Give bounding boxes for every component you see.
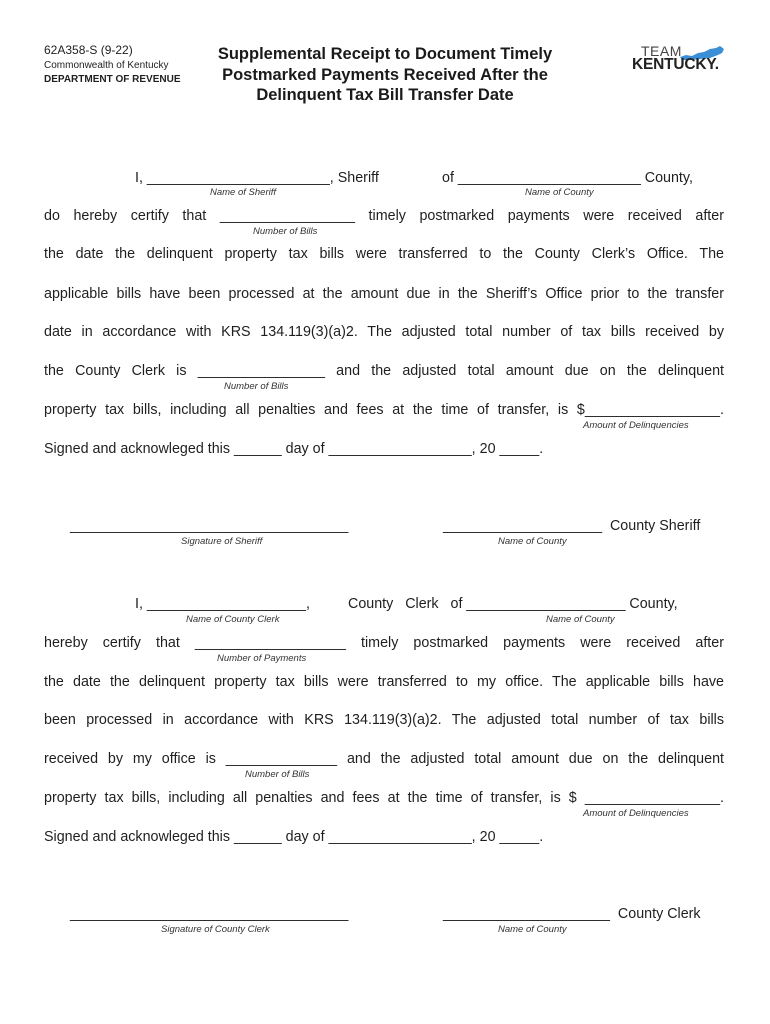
clerk-text-line-3: the date the delinquent property tax bills were transferred to my office. The applicable bills have	[44, 674, 724, 690]
logo-kentucky-text: KENTUCKY.	[632, 56, 719, 73]
caption-signature-of-sheriff: Signature of Sheriff	[181, 536, 263, 547]
sheriff-text-line-6: the County Clerk is ________________ and the adjusted total amount due on the delinquent	[44, 363, 724, 379]
sheriff-signature-line: ___________________________________	[70, 518, 349, 534]
clerk-text-line-6: property tax bills, including all penalties and fees at the time of transfer, is $ _________________.	[44, 790, 724, 806]
form-number: 62A358-S (9-22)	[44, 43, 133, 57]
caption-name-of-county-clerk: Name of County Clerk	[186, 614, 280, 625]
clerk-text-line-4: been processed in accordance with KRS 134.119(3)(a)2. The adjusted total number of tax bills	[44, 712, 724, 728]
form-title: Supplemental Receipt to Document Timely Postmarked Payments Received After the Delinquent Tax Bill Transfer Date	[217, 45, 553, 105]
caption-number-of-bills: Number of Bills	[253, 226, 318, 237]
sheriff-text-line-3: the date the delinquent property tax bills were transferred to the County Clerk’s Office. The	[44, 246, 724, 262]
caption-number-of-bills: Number of Bills	[224, 381, 289, 392]
caption-amount-of-delinquencies: Amount of Delinquencies	[583, 420, 689, 431]
caption-amount-of-delinquencies: Amount of Delinquencies	[583, 808, 689, 819]
clerk-name-line: I, ____________________,	[135, 596, 310, 612]
caption-signature-of-county-clerk: Signature of County Clerk	[161, 924, 270, 935]
sheriff-signed-line: Signed and acknowleged this ______ day of __________________, 20 _____.	[44, 441, 544, 457]
caption-number-of-payments: Number of Payments	[217, 653, 307, 664]
caption-name-of-county: Name of County	[546, 614, 615, 625]
sheriff-text-line-4: applicable bills have been processed at the amount due in the Sheriff’s Office prior to the transfer	[44, 286, 724, 302]
sheriff-text-line-5: date in accordance with KRS 134.119(3)(a)2. The adjusted total number of tax bills received by	[44, 324, 724, 340]
clerk-county-line: County Clerk of ____________________ County,	[348, 596, 678, 612]
caption-name-of-sheriff: Name of Sheriff	[210, 187, 276, 198]
commonwealth-label: Commonwealth of Kentucky	[44, 60, 169, 71]
clerk-text-line-5: received by my office is ______________ and the adjusted total amount due on the delinquent	[44, 751, 724, 767]
sheriff-text-line-7: property tax bills, including all penalties and fees at the time of transfer, is $_________________.	[44, 402, 724, 418]
clerk-signature-line: ___________________________________	[70, 906, 349, 922]
county-clerk-line: _____________________ County Clerk	[443, 906, 701, 922]
caption-number-of-bills: Number of Bills	[245, 769, 310, 780]
caption-name-of-county: Name of County	[498, 924, 567, 935]
department-label: DEPARTMENT OF REVENUE	[44, 74, 181, 85]
caption-name-of-county: Name of County	[525, 187, 594, 198]
clerk-signed-line: Signed and acknowleged this ______ day of __________________, 20 _____.	[44, 829, 544, 845]
logo-team-text: TEAM	[641, 43, 682, 59]
sheriff-name-line: I, _______________________, Sheriff	[135, 170, 379, 186]
sheriff-certify-line: do hereby certify that _________________ timely postmarked payments were received after	[44, 208, 724, 224]
caption-name-of-county: Name of County	[498, 536, 567, 547]
county-sheriff-line: ____________________ County Sheriff	[443, 518, 701, 534]
team-kentucky-logo	[632, 44, 728, 76]
clerk-certify-line: hereby certify that ___________________ timely postmarked payments were received after	[44, 635, 724, 651]
sheriff-county-line: of _______________________ County,	[442, 170, 693, 186]
